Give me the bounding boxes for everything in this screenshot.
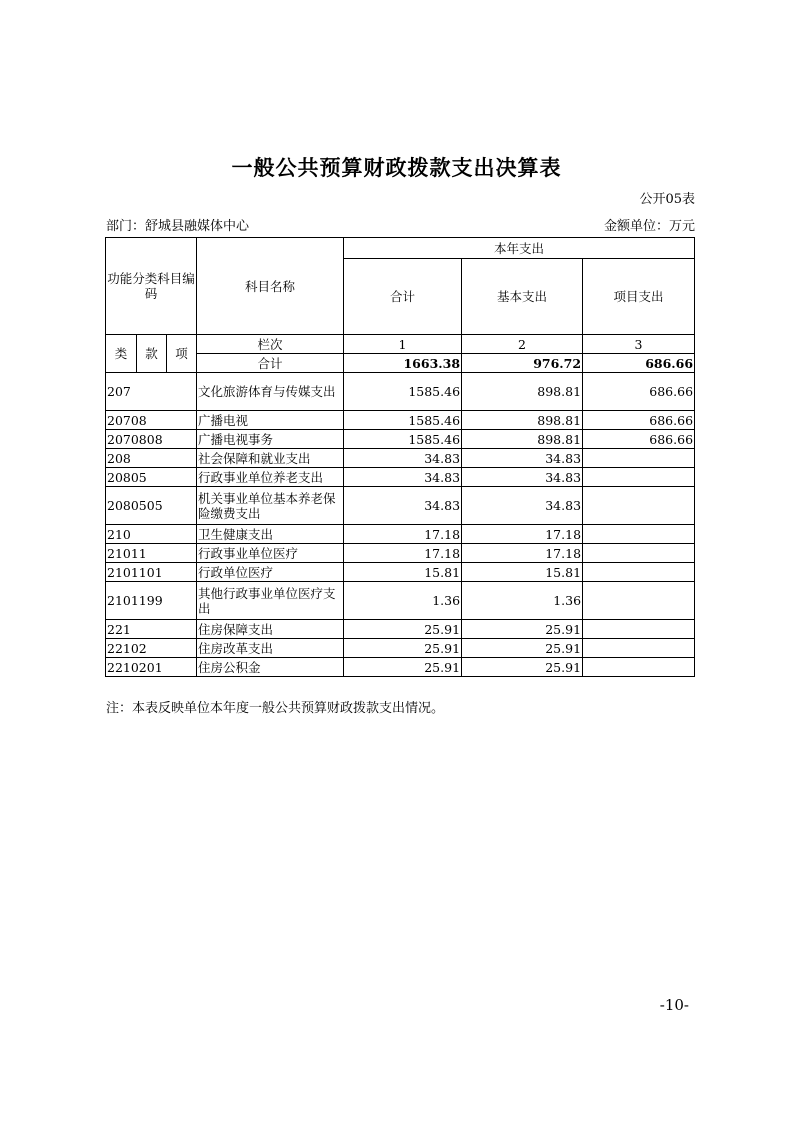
expense-table <box>105 237 695 677</box>
table-row <box>106 525 695 544</box>
page-number: -10- <box>659 996 689 1014</box>
row-code: 2101199 <box>106 582 197 620</box>
row-project <box>583 620 695 639</box>
row-project: 686.66 <box>583 430 695 449</box>
row-project <box>583 563 695 582</box>
row-total: 25.91 <box>344 620 462 639</box>
row-subject-name: 行政事业单位医疗 <box>197 544 344 563</box>
table-row <box>106 639 695 658</box>
row-subject-name: 广播电视事务 <box>197 430 344 449</box>
header-column-no: 栏次 <box>197 335 344 354</box>
header-project: 项目支出 <box>583 259 695 335</box>
row-basic: 34.83 <box>462 468 583 487</box>
row-subject-name: 广播电视 <box>197 411 344 430</box>
table-row <box>106 430 695 449</box>
row-project: 686.66 <box>583 411 695 430</box>
row-code: 210 <box>106 525 197 544</box>
sum-label: 合计 <box>197 354 344 373</box>
row-basic: 17.18 <box>462 525 583 544</box>
row-subject-name: 机关事业单位基本养老保险缴费支出 <box>197 487 344 525</box>
sum-total: 1663.38 <box>344 354 462 373</box>
row-code: 21011 <box>106 544 197 563</box>
row-total: 17.18 <box>344 525 462 544</box>
row-project <box>583 525 695 544</box>
page-title: 一般公共预算财政拨款支出决算表 <box>231 156 562 180</box>
table-note: 注：本表反映单位本年度一般公共预算财政拨款支出情况。 <box>106 701 445 716</box>
row-project <box>583 639 695 658</box>
row-basic: 898.81 <box>462 373 583 411</box>
row-basic: 898.81 <box>462 430 583 449</box>
row-subject-name: 文化旅游体育与传媒支出 <box>197 373 344 411</box>
header-kuan: 款 <box>137 335 167 373</box>
row-basic: 898.81 <box>462 411 583 430</box>
row-total: 1585.46 <box>344 411 462 430</box>
header-year-expense: 本年支出 <box>344 238 695 259</box>
row-code: 2070808 <box>106 430 197 449</box>
table-row <box>106 468 695 487</box>
row-project <box>583 449 695 468</box>
row-total: 15.81 <box>344 563 462 582</box>
row-code: 208 <box>106 449 197 468</box>
row-project <box>583 582 695 620</box>
row-code: 20708 <box>106 411 197 430</box>
table-row <box>106 620 695 639</box>
table-row <box>106 411 695 430</box>
table-row <box>106 373 695 411</box>
row-project <box>583 544 695 563</box>
table-row <box>106 487 695 525</box>
row-project <box>583 468 695 487</box>
row-subject-name: 住房公积金 <box>197 658 344 677</box>
row-basic: 25.91 <box>462 658 583 677</box>
header-lei: 类 <box>106 335 137 373</box>
row-subject-name: 行政事业单位养老支出 <box>197 468 344 487</box>
row-basic: 25.91 <box>462 620 583 639</box>
header-total: 合计 <box>344 259 462 335</box>
sum-basic: 976.72 <box>462 354 583 373</box>
amount-unit-label: 金额单位：万元 <box>603 219 695 234</box>
row-subject-name: 卫生健康支出 <box>197 525 344 544</box>
row-code: 2080505 <box>106 487 197 525</box>
table-row <box>106 658 695 677</box>
row-basic: 17.18 <box>462 544 583 563</box>
table-row <box>106 449 695 468</box>
header-xiang: 项 <box>167 335 197 373</box>
header-subject-name: 科目名称 <box>197 238 344 335</box>
row-total: 34.83 <box>344 487 462 525</box>
row-subject-name: 行政单位医疗 <box>197 563 344 582</box>
header-col1: 1 <box>344 335 462 354</box>
row-code: 207 <box>106 373 197 411</box>
row-code: 2210201 <box>106 658 197 677</box>
row-code: 20805 <box>106 468 197 487</box>
row-subject-name: 住房改革支出 <box>197 639 344 658</box>
row-code: 22102 <box>106 639 197 658</box>
department-label: 部门：舒城县融媒体中心 <box>106 219 250 234</box>
row-project <box>583 658 695 677</box>
form-number: 公开05表 <box>639 192 695 207</box>
row-basic: 15.81 <box>462 563 583 582</box>
header-col2: 2 <box>462 335 583 354</box>
row-subject-name: 住房保障支出 <box>197 620 344 639</box>
table-row <box>106 544 695 563</box>
row-total: 1585.46 <box>344 430 462 449</box>
row-subject-name: 社会保障和就业支出 <box>197 449 344 468</box>
row-basic: 34.83 <box>462 449 583 468</box>
row-code: 221 <box>106 620 197 639</box>
row-total: 1.36 <box>344 582 462 620</box>
row-basic: 1.36 <box>462 582 583 620</box>
header-basic: 基本支出 <box>462 259 583 335</box>
row-project <box>583 487 695 525</box>
row-total: 25.91 <box>344 639 462 658</box>
row-subject-name: 其他行政事业单位医疗支出 <box>197 582 344 620</box>
row-total: 34.83 <box>344 468 462 487</box>
row-total: 1585.46 <box>344 373 462 411</box>
row-total: 34.83 <box>344 449 462 468</box>
row-code: 2101101 <box>106 563 197 582</box>
row-basic: 34.83 <box>462 487 583 525</box>
header-col3: 3 <box>583 335 695 354</box>
row-total: 25.91 <box>344 658 462 677</box>
row-total: 17.18 <box>344 544 462 563</box>
header-func-code: 功能分类科目编码 <box>106 238 197 335</box>
table-row <box>106 563 695 582</box>
row-basic: 25.91 <box>462 639 583 658</box>
row-project: 686.66 <box>583 373 695 411</box>
sum-project: 686.66 <box>583 354 695 373</box>
table-row <box>106 582 695 620</box>
